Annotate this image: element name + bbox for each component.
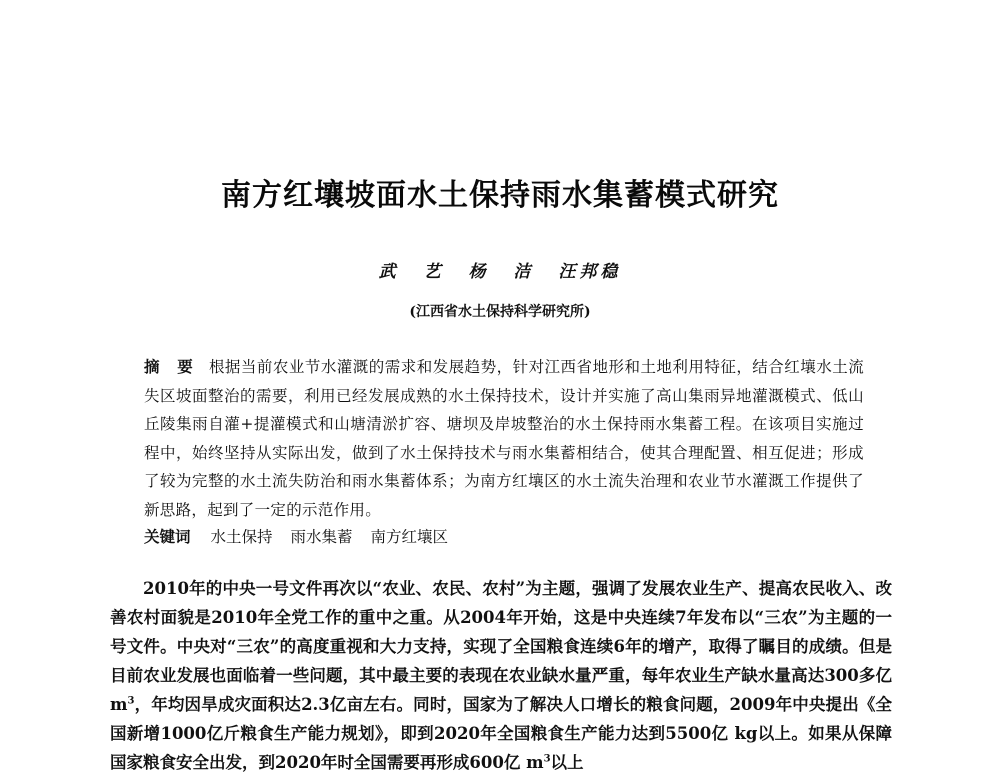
keyword-item: 雨水集蓄 xyxy=(290,528,353,546)
abstract-text: 根据当前农业节水灌溉的需求和发展趋势，针对江西省地形和土地利用特征，结合红壤水土流失区坡面整治的需要，利用已经发展成熟的水土保持技术，设计并实施了高山集雨异地灌溉模式、低山丘陵集雨自灌+提灌模式和山塘清淤扩容、塘坝及岸坡整治的水土保持雨水集蓄工程。在该项目实施过程中，始终坚持从实际出发，做到了水土保持技术与雨水集蓄相结合，使其合理配置、相互促进；形成了较为完整的水土流失防治和雨水集蓄体系；为南方红壤区的水土流失治理和农业节水灌溉工作提供了新思路，起到了一定的示范作用。 xyxy=(144,358,864,519)
abstract-paragraph xyxy=(144,353,864,524)
keyword-item: 南方红壤区 xyxy=(370,528,449,546)
body-paragraph xyxy=(110,574,892,777)
body-text-segment: ，年均因旱成灾面积达2.3亿亩左右。同时，国家为了解决人口增长的粮食问题，2009年中央提出《全国新增1000亿斤粮食生产能力规划》，即到2020年全国粮食生产能力达到5500亿 kg以上。如果从保障国家粮食安全出发，到2020年时全国需要再形成600亿 m xyxy=(110,695,892,772)
keywords-line xyxy=(144,523,864,551)
body-text-segment: 2010年的中央一号文件再次以“农业、农民、农村”为主题，强调了发展农业生产、提高农民收入、改善农村面貌是2010年全党工作的重中之重。从2004年开始，这是中央连续7年发布以“三农”为主题的一号文件。中央对“三农”的高度重视和大力支持，实现了全国粮食连续6年的增产，取得了瞩目的成绩。但是目前农业发展也面临着一些问题，其中最主要的表现在农业缺水量严重，每年农业生产缺水量高达300多亿 m xyxy=(110,579,892,714)
paper-title: 南方红壤坡面水土保持雨水集蓄模式研究 xyxy=(221,178,779,213)
keyword-item: 水土保持 xyxy=(210,528,273,546)
superscript: 3 xyxy=(127,695,135,707)
superscript: 3 xyxy=(543,753,551,765)
author-list: 武 艺 杨 洁 汪邦稳 xyxy=(378,262,622,282)
keywords-label: 关键词 xyxy=(144,528,191,546)
body-text-segment: 以上 xyxy=(550,753,584,772)
author-affiliation: (江西省水土保持科学研究所) xyxy=(409,304,591,320)
abstract-label: 摘 要 xyxy=(144,358,199,376)
